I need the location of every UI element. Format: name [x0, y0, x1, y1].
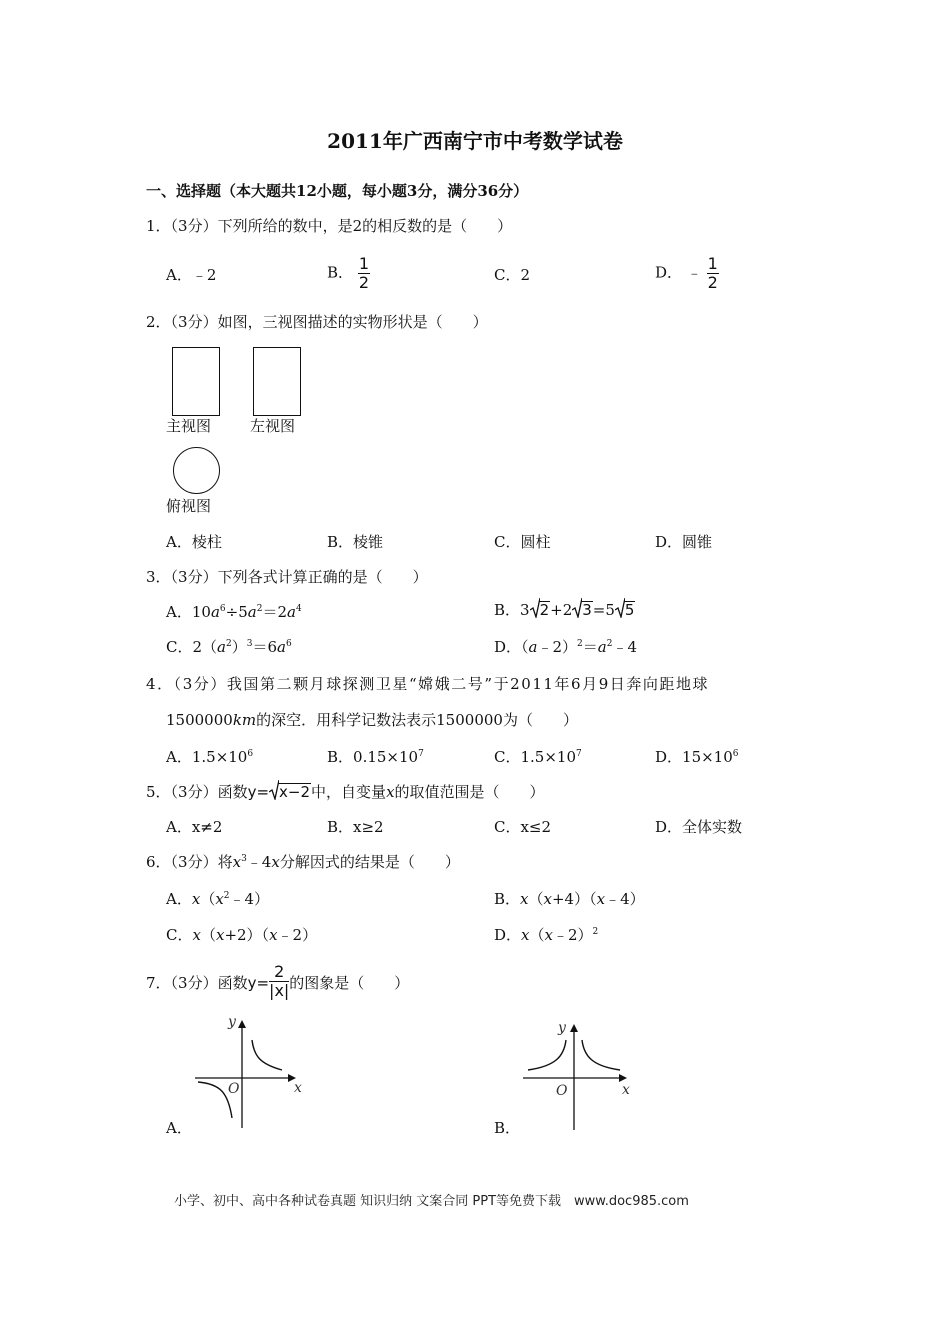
- q7-option-a[interactable]: A．: [166, 1119, 192, 1137]
- q7-option-b[interactable]: B．: [494, 1119, 521, 1137]
- q5-option-a[interactable]: A．x≠2: [166, 818, 223, 836]
- q4-option-d[interactable]: D．$15\times 10^6$: [655, 748, 739, 766]
- q6-option-a[interactable]: A．$x(x^2﹣4)$: [166, 890, 270, 908]
- q6-option-c[interactable]: C．x（x+2）（x﹣2）: [166, 926, 318, 944]
- origin-label: O: [556, 1083, 568, 1099]
- q5-option-b[interactable]: B．x≥2: [327, 818, 384, 836]
- q1-option-d[interactable]: [655, 256, 719, 291]
- q1-option-d-label: D．: [655, 263, 683, 282]
- top-view-label: 俯视图: [166, 497, 212, 515]
- radical-sign: x−2: [269, 783, 311, 800]
- y-axis-label: y: [558, 1020, 566, 1036]
- section-heading: 一、选择题（本大题共12小题，每小题3分，满分36分）: [146, 182, 529, 200]
- q4-option-b[interactable]: B．$0.15\times 10^7$: [327, 748, 424, 766]
- q3-option-c[interactable]: C．$2(a^2)^3=6a^6$: [166, 638, 292, 656]
- q4-stem-line2: 1500000km的深空．用科学记数法表示1500000为（ ）: [166, 711, 578, 729]
- radical-sign: 3: [572, 601, 593, 618]
- fraction-half: $\frac{1}{2}$: [358, 254, 369, 292]
- q1-option-c[interactable]: C．2: [494, 266, 531, 284]
- curve-quadrant-2: [528, 1040, 566, 1070]
- q1-option-b-label: B．: [327, 263, 354, 282]
- q4-option-a[interactable]: A．$1.5\times 10^6$: [166, 748, 254, 766]
- q1-option-a[interactable]: A．﹣2: [166, 266, 217, 284]
- q7-stem: 7．（3分）函数y= $\frac{2}{|x|}$ 的图象是（ ）: [146, 962, 410, 1000]
- q5-option-d[interactable]: D．全体实数: [655, 818, 743, 836]
- x-axis-arrow: [619, 1074, 627, 1082]
- q6-stem: 6．（3分）将$x^3﹣4x$分解因式的结果是（ ）: [146, 853, 460, 871]
- curve-quadrant-1: [582, 1040, 620, 1070]
- curve-quadrant-1: [252, 1040, 282, 1070]
- minus-sign: ﹣: [686, 263, 702, 282]
- y-axis-arrow: [570, 1024, 578, 1032]
- top-view-circle: [173, 447, 220, 494]
- page-title: 2011年广西南宁市中考数学试卷: [327, 129, 623, 153]
- q3-option-b[interactable]: B．3 2+2 3=5 5: [494, 601, 635, 618]
- radical-sign: 2: [530, 601, 551, 618]
- q4-stem-line1: 4．（3分）我国第二颗月球探测卫星“嫦娥二号”于2011年6月9日奔向距地球: [146, 675, 710, 693]
- q6-option-b[interactable]: B．x（x+4）（x﹣4）: [494, 890, 645, 908]
- q7-graph-b: [518, 1016, 636, 1136]
- q3-option-a[interactable]: A．$10a^6\div 5a^2=2a^4$: [166, 603, 302, 621]
- x-axis-label: x: [622, 1082, 630, 1098]
- y-axis-label: y: [228, 1014, 236, 1030]
- fraction-half: $\frac{1}{2}$: [707, 254, 718, 292]
- q5-stem: 5．（3分）函数y= x−2中，自变量x的取值范围是（ ）: [146, 783, 545, 800]
- q2-option-a[interactable]: A．棱柱: [166, 533, 222, 551]
- radical-sign: 5: [615, 601, 636, 618]
- origin-label: O: [228, 1081, 240, 1097]
- q7-graph-a: [190, 1012, 305, 1132]
- q3-stem: 3．（3分）下列各式计算正确的是（ ）: [146, 568, 428, 586]
- x-axis-label: x: [294, 1080, 302, 1096]
- page-footer[interactable]: 小学、初中、高中各种试卷真题 知识归纳 文案合同 PPT等免费下载 www.doc985.com: [174, 1194, 689, 1209]
- y-axis-arrow: [238, 1020, 246, 1028]
- q1-stem: 1．（3分）下列所给的数中，是2的相反数的是（ ）: [146, 217, 513, 235]
- left-view-rectangle: [253, 347, 301, 416]
- front-view-rectangle: [172, 347, 220, 416]
- q5-option-c[interactable]: C．x≤2: [494, 818, 552, 836]
- q1-option-b[interactable]: [327, 256, 370, 291]
- q2-option-c[interactable]: C．圆柱: [494, 533, 551, 551]
- left-view-label: 左视图: [250, 417, 296, 435]
- q2-option-d[interactable]: D．圆锥: [655, 533, 713, 551]
- q2-stem: 2．（3分）如图，三视图描述的实物形状是（ ）: [146, 313, 488, 331]
- front-view-label: 主视图: [166, 417, 212, 435]
- curve-quadrant-3: [198, 1082, 232, 1118]
- q2-option-b[interactable]: B．棱锥: [327, 533, 384, 551]
- q4-option-c[interactable]: C．$1.5\times 10^7$: [494, 748, 582, 766]
- q3-option-d[interactable]: D．$(a﹣2)^2=a^2﹣4$: [494, 638, 638, 656]
- q6-option-d[interactable]: D．x（x﹣2）$^2$: [494, 926, 599, 944]
- fraction-two-over-abs-x: $\frac{2}{|x|}$: [269, 962, 290, 1000]
